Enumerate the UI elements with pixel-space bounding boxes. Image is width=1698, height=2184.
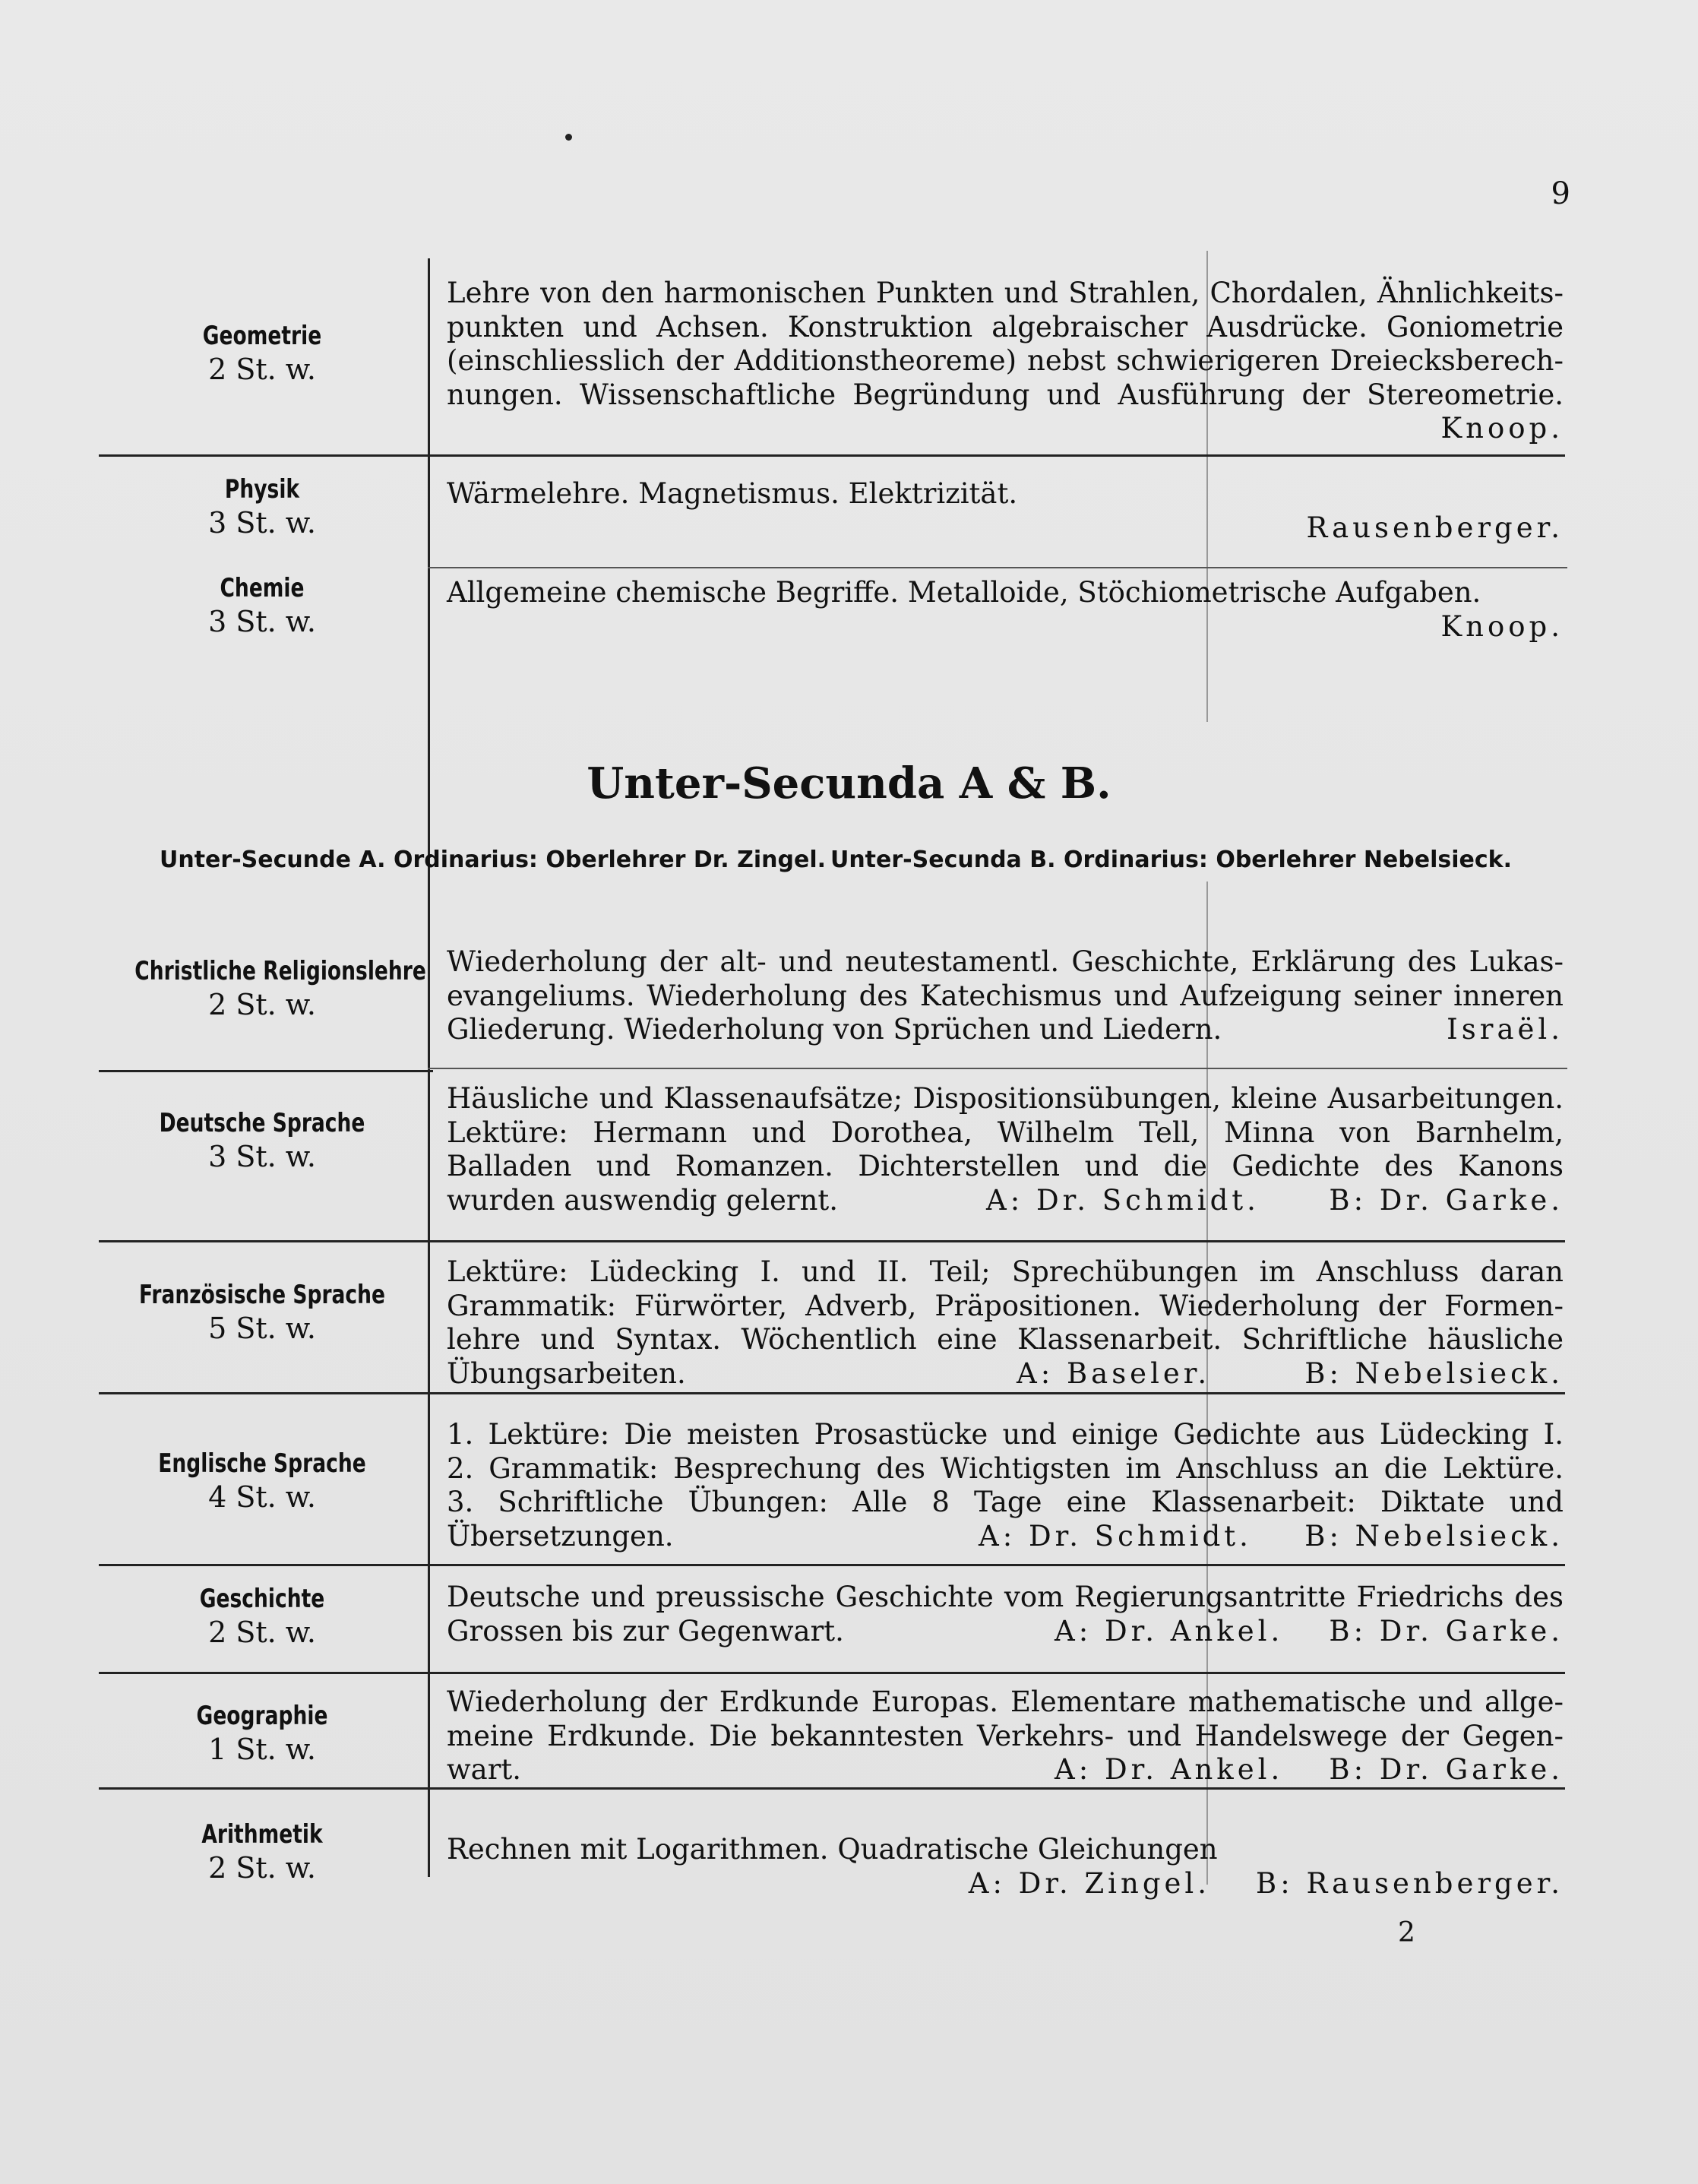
text-line: Grammatik: Fürwörter, Adverb, Präpositionen. Wiederholung der Formen- (447, 1289, 1564, 1322)
subject-hours: 2 St. w. (208, 353, 316, 386)
row-divider (99, 1787, 1565, 1790)
subject-name: Arithmetik (201, 1819, 323, 1850)
subject-hours: 3 St. w. (208, 605, 316, 638)
text-line: Häusliche und Klassenaufsätze; Dispositionsübungen, kleine Ausarbeitungen. (447, 1082, 1564, 1115)
content-cell (447, 277, 1564, 446)
row-divider (99, 1392, 1565, 1394)
text-line: Balladen und Romanzen. Dichterstellen und die Gedichte des Kanons (447, 1150, 1564, 1182)
ordinarius-line (160, 847, 1512, 873)
subject-cell (99, 571, 425, 638)
subject-cell (99, 473, 425, 540)
text-fragment: wurden auswendig gelernt. (447, 1183, 839, 1217)
content-cell (447, 1082, 1564, 1217)
teacher-group (979, 1520, 1564, 1554)
subject-name: Geographie (196, 1701, 328, 1731)
subject-hours: 2 St. w. (208, 1851, 316, 1885)
row-divider (99, 454, 1565, 457)
subject-cell (99, 319, 425, 386)
text-fragment: Grossen bis zur Gegenwart. (447, 1614, 844, 1647)
teacher-group (986, 1184, 1564, 1218)
signature-mark: 2 (1398, 1917, 1415, 1948)
page-number: 9 (1551, 176, 1570, 211)
subject-hours: 2 St. w. (208, 1616, 316, 1649)
row-divider (99, 1070, 433, 1072)
subject-hours: 2 St. w. (208, 988, 316, 1021)
text-line (447, 1520, 1564, 1554)
teacher-group (1017, 1357, 1564, 1391)
teacher-a: A: Dr. Ankel. (1055, 1753, 1284, 1786)
text-line: 2. Grammatik: Besprechung des Wichtigsten im Anschluss an die Lektüre. (447, 1451, 1564, 1485)
text-line (447, 1357, 1564, 1391)
text-line: 1. Lektüre: Die meisten Prosastücke und einige Gedichte aus Lüdecking I. (447, 1418, 1564, 1451)
subject-cell (99, 1582, 425, 1649)
content-cell (447, 1581, 1564, 1648)
subject-name: Englische Sprache (158, 1448, 366, 1479)
text-line (447, 1184, 1564, 1218)
teacher-name: Rausenberger. (1306, 511, 1564, 544)
subject-cell (99, 1818, 425, 1885)
text-fragment: Übungsarbeiten. (447, 1356, 686, 1390)
section-title: Unter-Secunda A & B. (587, 758, 1111, 809)
row-divider (428, 1068, 1567, 1069)
ordinarius-b: Unter-Secunda B. Ordinarius: Oberlehrer Nebelsieck. (830, 847, 1512, 873)
text-line: evangeliums. Wiederholung des Katechismus und Aufzeigung seiner inneren (447, 979, 1564, 1012)
teacher-b: B: Nebelsieck. (1304, 1356, 1564, 1390)
content-cell (447, 945, 1564, 1047)
text-line: Lehre von den harmonischen Punkten und Strahlen, Chordalen, Ähnlichkeits- (447, 277, 1564, 309)
row-divider (99, 1564, 1565, 1566)
ordinarius-a: Unter-Secunde A. Ordinarius: Oberlehrer Dr. Zingel. (160, 847, 827, 873)
teacher-a: A: Dr. Schmidt. (979, 1519, 1252, 1553)
subject-cell (99, 1699, 425, 1766)
row-divider (99, 1672, 1565, 1674)
teacher-b: B: Rausenberger. (1256, 1866, 1564, 1900)
teacher-b: B: Nebelsieck. (1304, 1519, 1564, 1553)
teacher-group (1055, 1753, 1564, 1787)
subject-name: Geschichte (199, 1584, 325, 1614)
content-cell (447, 1255, 1564, 1391)
text-line (447, 1013, 1564, 1047)
content-cell (447, 1685, 1564, 1787)
text-line: punkten und Achsen. Konstruktion algebraischer Ausdrücke. Goniometrie (447, 310, 1564, 343)
subject-name: Christliche Religionslehre (134, 956, 426, 986)
teacher-a: A: Dr. Ankel. (1055, 1614, 1284, 1647)
text-line: nungen. Wissenschaftliche Begründung und Ausführung der Stereometrie. (447, 378, 1564, 411)
content-cell (447, 1833, 1564, 1901)
content-cell (447, 576, 1564, 644)
text-line: Wiederholung der Erdkunde Europas. Elementare mathematische und allge- (447, 1685, 1564, 1718)
text-fragment: Übersetzungen. (447, 1519, 674, 1553)
text-line (447, 1867, 1564, 1901)
text-line: Deutsche und preussische Geschichte vom Regierungsantritte Friedrichs des (447, 1581, 1564, 1613)
text-line: Wiederholung der alt- und neutestamentl. Geschichte, Erklärung des Lukas- (447, 945, 1564, 978)
subject-name: Deutsche Sprache (159, 1108, 365, 1138)
text-line (447, 1615, 1564, 1649)
subject-cell (99, 1106, 425, 1173)
subject-hours: 3 St. w. (208, 1140, 316, 1173)
subject-name: Geometrie (202, 321, 322, 351)
text-line: 3. Schriftliche Übungen: Alle 8 Tage eine Klassenarbeit: Diktate und (447, 1486, 1564, 1518)
text-fragment: wart. (447, 1753, 522, 1786)
subject-cell (99, 954, 425, 1021)
teacher-a: A: Dr. Schmidt. (986, 1183, 1260, 1217)
subject-hours: 5 St. w. (208, 1312, 316, 1345)
text-line: Allgemeine chemische Begriffe. Metalloide, Stöchiometrische Aufgaben. (447, 576, 1481, 609)
ink-speck (565, 134, 572, 141)
subject-hours: 3 St. w. (208, 506, 316, 540)
teacher-a: A: Dr. Zingel. (968, 1866, 1211, 1900)
row-divider (99, 1240, 1565, 1242)
teacher-name: Israël. (1447, 1013, 1564, 1046)
text-line: Rechnen mit Logarithmen. Quadratische Gleichungen (447, 1833, 1218, 1866)
teacher-b: B: Dr. Garke. (1329, 1614, 1564, 1647)
text-line: Lektüre: Lüdecking I. und II. Teil; Sprechübungen im Anschluss daran (447, 1255, 1564, 1288)
subject-name: Physik (224, 474, 300, 505)
row-divider (428, 567, 1567, 568)
teacher-b: B: Dr. Garke. (1329, 1753, 1564, 1786)
content-cell (447, 1418, 1564, 1553)
text-line: Lektüre: Hermann und Dorothea, Wilhelm Tell, Minna von Barnhelm, (447, 1116, 1564, 1149)
teacher-b: B: Dr. Garke. (1329, 1183, 1564, 1217)
text-line: meine Erdkunde. Die bekanntesten Verkehrs- und Handelswege der Gegen- (447, 1719, 1564, 1752)
text-line (447, 1753, 1564, 1787)
subject-hours: 4 St. w. (208, 1480, 316, 1514)
teacher-group (1055, 1615, 1564, 1649)
content-cell (447, 477, 1564, 545)
teacher-name: Knoop. (1440, 412, 1564, 445)
subject-name: Chemie (220, 573, 305, 603)
text-line: lehre und Syntax. Wöchentlich eine Klassenarbeit. Schriftliche häusliche (447, 1323, 1564, 1356)
subject-cell (99, 1278, 425, 1345)
teacher-a: A: Baseler. (1017, 1356, 1211, 1390)
subject-cell (99, 1447, 425, 1514)
teacher-name: Knoop. (1440, 609, 1564, 643)
subject-name: Französische Sprache (138, 1280, 386, 1310)
text-fragment: Gliederung. Wiederholung von Sprüchen und Liedern. (447, 1013, 1222, 1046)
subject-hours: 1 St. w. (208, 1733, 316, 1766)
text-line: (einschliesslich der Additionstheoreme) nebst schwierigeren Dreiecksberech- (447, 344, 1564, 377)
text-line: Wärmelehre. Magnetismus. Elektrizität. (447, 477, 1018, 510)
